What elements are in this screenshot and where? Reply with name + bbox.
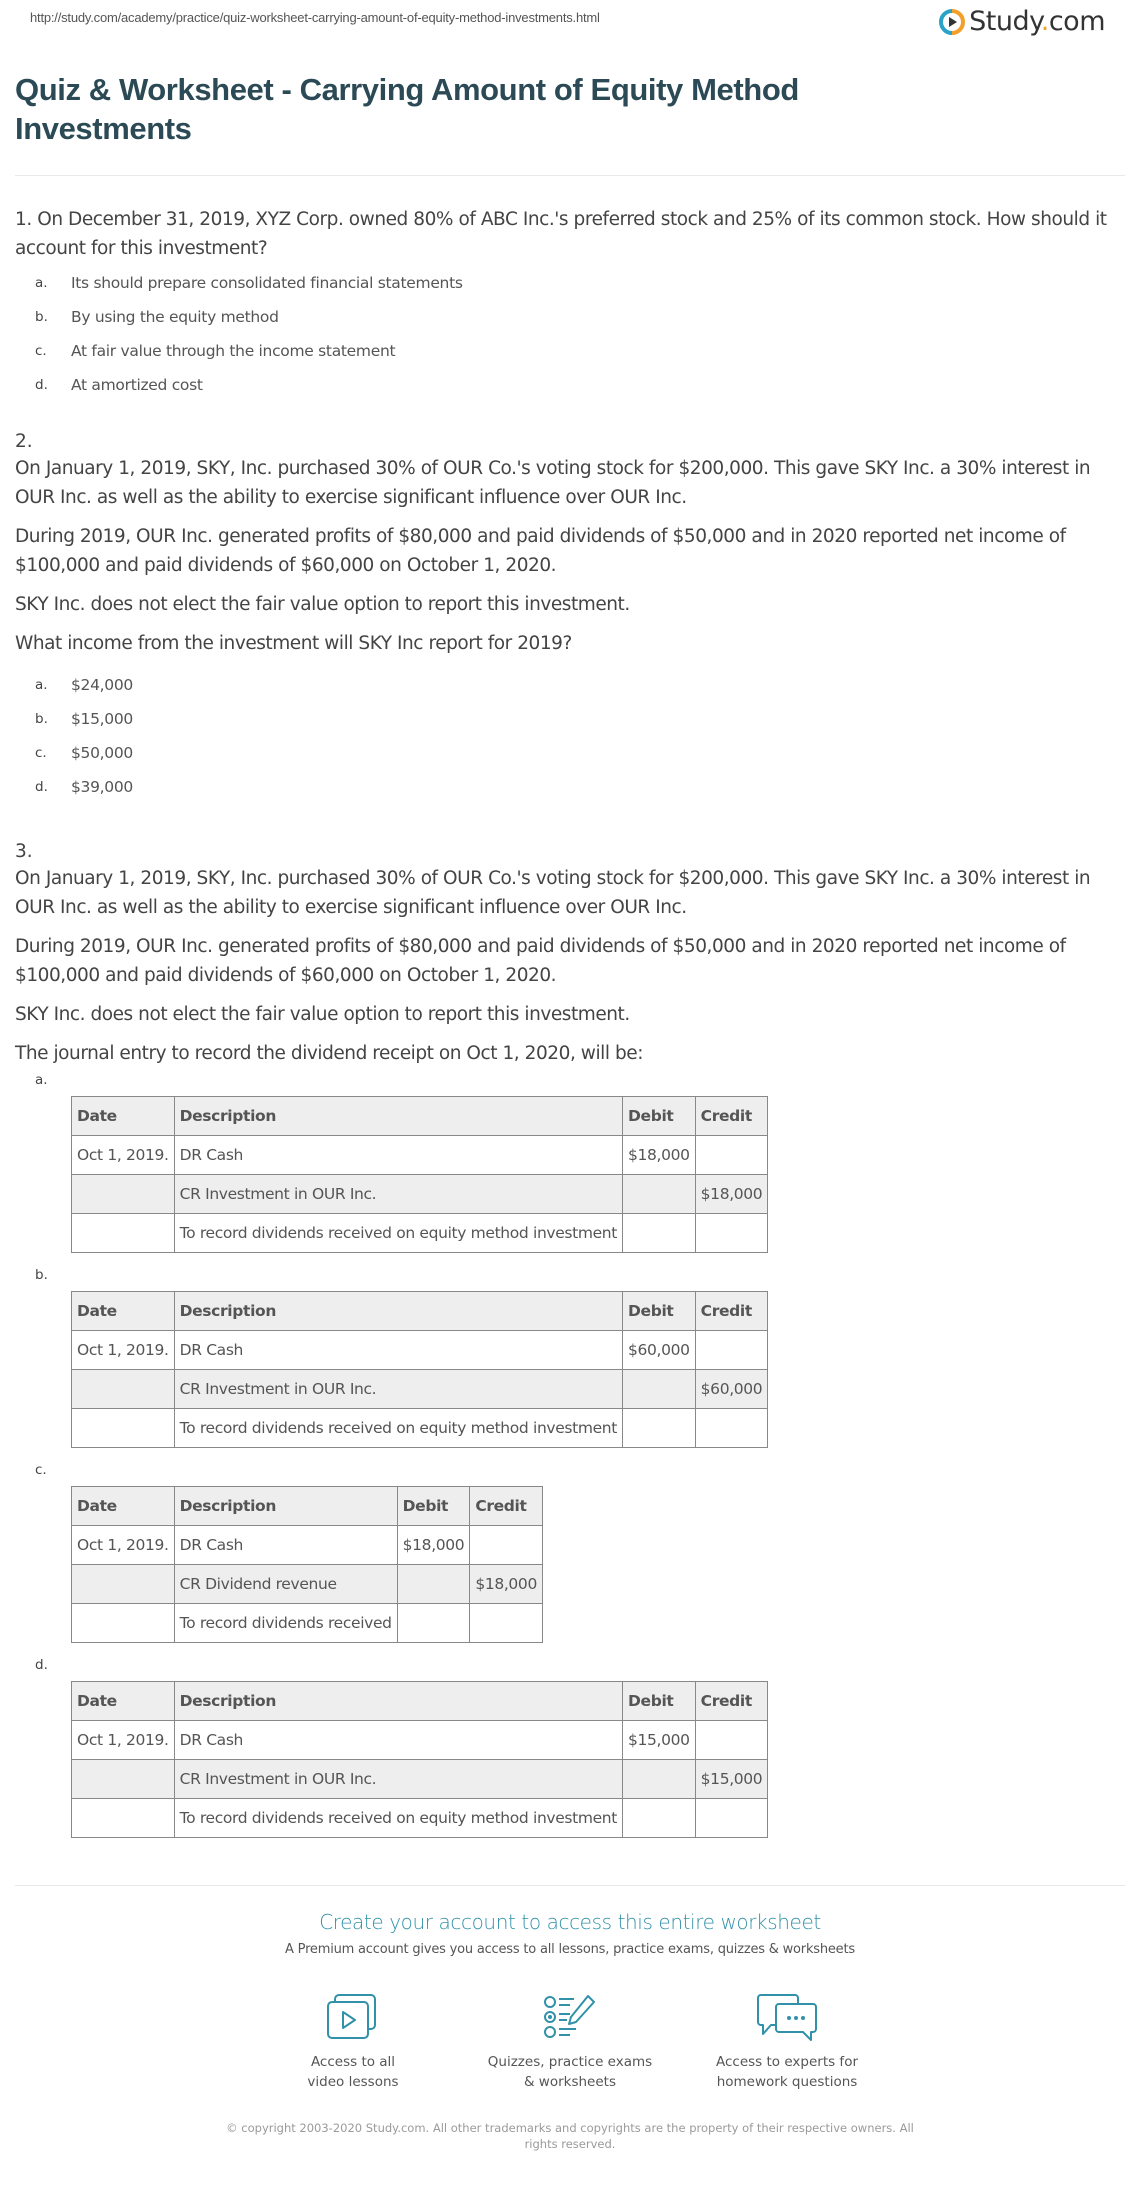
header-date: Date — [72, 1097, 175, 1136]
table-header-row — [72, 1487, 543, 1526]
cell-debit — [397, 1565, 470, 1604]
cell-credit — [695, 1214, 768, 1253]
answer-option[interactable] — [15, 334, 1125, 368]
cell-credit — [695, 1409, 768, 1448]
answer-option[interactable] — [15, 266, 1125, 300]
option-letter: d. — [35, 1657, 48, 1673]
cell-description: To record dividends received on equity method investment — [174, 1409, 622, 1448]
divider — [15, 175, 1125, 176]
option-letter: c. — [35, 745, 47, 761]
option-letter: a. — [35, 275, 48, 291]
header-debit: Debit — [397, 1487, 470, 1526]
question-prompt: What income from the investment will SKY Inc report for 2019? — [15, 633, 572, 654]
answer-option-d[interactable] — [15, 1657, 1125, 1838]
header-description: Description — [174, 1487, 397, 1526]
cell-description: CR Dividend revenue — [174, 1565, 397, 1604]
option-text: At fair value through the income statement — [71, 342, 396, 360]
question-paragraph: On January 1, 2019, SKY, Inc. purchased 30% of OUR Co.'s voting stock for $200,000. This gave SKY Inc. a 30% interest in OUR Inc. as well as the ability to exercise significant influence over OUR Inc. — [15, 868, 1091, 918]
option-letter: b. — [35, 711, 48, 727]
cell-description: CR Investment in OUR Inc. — [174, 1175, 622, 1214]
cell-credit — [695, 1721, 768, 1760]
feature-label: Access to all — [310, 2054, 396, 2070]
option-text: $39,000 — [71, 778, 133, 796]
question-prompt: The journal entry to record the dividend receipt on Oct 1, 2020, will be: — [15, 1043, 644, 1064]
table-header-row — [72, 1097, 768, 1136]
option-text: Its should prepare consolidated financial statements — [71, 274, 463, 292]
option-letter: d. — [35, 377, 48, 393]
feature-label: homework questions — [716, 2074, 858, 2090]
header-credit: Credit — [695, 1292, 768, 1331]
logo-wordmark: Study.com — [969, 6, 1105, 37]
table-row — [72, 1175, 768, 1214]
option-letter: b. — [35, 309, 48, 325]
cell-debit — [623, 1214, 696, 1253]
feature-label: video lessons — [307, 2074, 399, 2090]
question-paragraph: SKY Inc. does not elect the fair value option to report this investment. — [15, 594, 630, 615]
header-description: Description — [174, 1097, 622, 1136]
question-paragraph: During 2019, OUR Inc. generated profits of $80,000 and paid dividends of $50,000 and in 2020 reported net income of $100,000 and paid dividends of $60,000 on October 1, 2020. — [15, 936, 1066, 986]
cell-date: Oct 1, 2019. — [72, 1331, 175, 1370]
page-title: Quiz & Worksheet - Carrying Amount of Equity Method Investments — [15, 72, 799, 146]
cell-description: DR Cash — [174, 1526, 397, 1565]
answer-option-a[interactable] — [15, 1072, 1125, 1253]
premium-features — [0, 1992, 1140, 2092]
cell-description: CR Investment in OUR Inc. — [174, 1760, 622, 1799]
header-description: Description — [174, 1292, 622, 1331]
feature-video-lessons — [245, 1992, 462, 2092]
page-url: http://study.com/academy/practice/quiz-worksheet-carrying-amount-of-equity-method-investments.html — [30, 10, 600, 25]
chat-bubbles-icon — [755, 1992, 819, 2042]
cell-description: DR Cash — [174, 1331, 622, 1370]
feature-label: Quizzes, practice exams — [487, 2054, 653, 2070]
cell-date — [72, 1175, 175, 1214]
cell-debit: $18,000 — [397, 1526, 470, 1565]
cell-credit: $60,000 — [695, 1370, 768, 1409]
option-letter: c. — [35, 1462, 47, 1478]
cell-debit — [397, 1604, 470, 1643]
header-credit: Credit — [470, 1487, 543, 1526]
table-header-row — [72, 1682, 768, 1721]
cell-credit — [470, 1604, 543, 1643]
header-debit: Debit — [623, 1682, 696, 1721]
cell-debit — [623, 1409, 696, 1448]
table-row — [72, 1136, 768, 1175]
option-text: At amortized cost — [71, 376, 203, 394]
option-text: $15,000 — [71, 710, 133, 728]
option-text: By using the equity method — [71, 308, 279, 326]
answer-option[interactable] — [15, 368, 1125, 402]
cell-date: Oct 1, 2019. — [72, 1136, 175, 1175]
question-text: 1. On December 31, 2019, XYZ Corp. owned 80% of ABC Inc.'s preferred stock and 25% of its common stock. How should it account for this investment? — [15, 209, 1107, 259]
option-letter: c. — [35, 343, 47, 359]
journal-entry-table — [71, 1681, 768, 1838]
cell-date — [72, 1565, 175, 1604]
table-row — [72, 1760, 768, 1799]
header-date: Date — [72, 1487, 175, 1526]
cell-description: To record dividends received on equity method investment — [174, 1799, 622, 1838]
option-letter: d. — [35, 779, 48, 795]
answer-option[interactable] — [15, 770, 1125, 804]
cell-date: Oct 1, 2019. — [72, 1721, 175, 1760]
cell-debit — [623, 1370, 696, 1409]
cell-credit — [695, 1331, 768, 1370]
question-paragraph: SKY Inc. does not elect the fair value option to report this investment. — [15, 1004, 630, 1025]
cell-date — [72, 1370, 175, 1409]
answer-option-c[interactable] — [15, 1462, 1125, 1643]
question-1 — [15, 205, 1125, 402]
journal-entry-table — [71, 1096, 768, 1253]
table-row — [72, 1604, 543, 1643]
cell-date: Oct 1, 2019. — [72, 1526, 175, 1565]
answer-option-b[interactable] — [15, 1267, 1125, 1448]
cell-description: DR Cash — [174, 1136, 622, 1175]
cell-credit — [695, 1799, 768, 1838]
cell-debit: $18,000 — [623, 1136, 696, 1175]
study-logo[interactable] — [939, 6, 1105, 37]
answer-option[interactable] — [15, 736, 1125, 770]
cell-date — [72, 1604, 175, 1643]
option-letter: a. — [35, 677, 48, 693]
divider — [15, 1885, 1125, 1886]
question-paragraph: During 2019, OUR Inc. generated profits of $80,000 and paid dividends of $50,000 and in 2020 reported net income of $100,000 and paid dividends of $60,000 on October 1, 2020. — [15, 526, 1066, 576]
table-row — [72, 1799, 768, 1838]
journal-entry-table — [71, 1291, 768, 1448]
create-account-link[interactable]: Create your account to access this entire worksheet — [319, 1910, 821, 1934]
cell-credit — [470, 1526, 543, 1565]
cell-debit — [623, 1799, 696, 1838]
header-credit: Credit — [695, 1097, 768, 1136]
cell-description: To record dividends received on equity method investment — [174, 1214, 622, 1253]
option-text: $24,000 — [71, 676, 133, 694]
cell-description: DR Cash — [174, 1721, 622, 1760]
cell-description: CR Investment in OUR Inc. — [174, 1370, 622, 1409]
header-date: Date — [72, 1682, 175, 1721]
table-row — [72, 1370, 768, 1409]
answer-options — [15, 668, 1125, 804]
header-date: Date — [72, 1292, 175, 1331]
question-number: 3. — [15, 841, 33, 862]
play-circle-icon — [939, 9, 965, 35]
answer-option[interactable] — [15, 702, 1125, 736]
cell-credit: $15,000 — [695, 1760, 768, 1799]
cell-credit — [695, 1136, 768, 1175]
cell-credit: $18,000 — [470, 1565, 543, 1604]
cta-subtitle: A Premium account gives you access to all lessons, practice exams, quizzes & worksheets — [285, 1942, 855, 1957]
option-letter: b. — [35, 1267, 48, 1283]
option-letter: a. — [35, 1072, 48, 1088]
cell-debit — [623, 1760, 696, 1799]
table-row — [72, 1214, 768, 1253]
cell-date — [72, 1799, 175, 1838]
header-debit: Debit — [623, 1292, 696, 1331]
quiz-checklist-icon — [540, 1992, 600, 2042]
table-row — [72, 1721, 768, 1760]
question-2 — [15, 430, 1125, 804]
cell-debit: $60,000 — [623, 1331, 696, 1370]
top-bar — [15, 0, 1125, 50]
feature-label: & worksheets — [523, 2074, 616, 2090]
table-header-row — [72, 1292, 768, 1331]
table-row — [72, 1526, 543, 1565]
cell-date — [72, 1214, 175, 1253]
feature-experts — [679, 1992, 896, 2092]
copyright-notice: © copyright 2003-2020 Study.com. All other trademarks and copyrights are the property of their respective owners. All rights reserved. — [226, 2121, 914, 2151]
table-row — [72, 1409, 768, 1448]
answer-option[interactable] — [15, 300, 1125, 334]
option-text: $50,000 — [71, 744, 133, 762]
cell-credit: $18,000 — [695, 1175, 768, 1214]
answer-option[interactable] — [15, 668, 1125, 702]
question-3 — [15, 840, 1125, 1838]
header-debit: Debit — [623, 1097, 696, 1136]
cell-date — [72, 1409, 175, 1448]
cell-debit: $15,000 — [623, 1721, 696, 1760]
cell-debit — [623, 1175, 696, 1214]
header-description: Description — [174, 1682, 622, 1721]
feature-quizzes — [462, 1992, 679, 2092]
answer-options — [15, 266, 1125, 402]
table-row — [72, 1565, 543, 1604]
feature-label: Access to experts for — [715, 2054, 858, 2070]
table-row — [72, 1331, 768, 1370]
header-credit: Credit — [695, 1682, 768, 1721]
cell-date — [72, 1760, 175, 1799]
cell-description: To record dividends received — [174, 1604, 397, 1643]
video-lessons-icon — [323, 1992, 383, 2042]
question-paragraph: On January 1, 2019, SKY, Inc. purchased 30% of OUR Co.'s voting stock for $200,000. This gave SKY Inc. a 30% interest in OUR Inc. as well as the ability to exercise significant influence over OUR Inc. — [15, 458, 1091, 508]
journal-entry-table — [71, 1486, 543, 1643]
question-number: 2. — [15, 431, 33, 452]
